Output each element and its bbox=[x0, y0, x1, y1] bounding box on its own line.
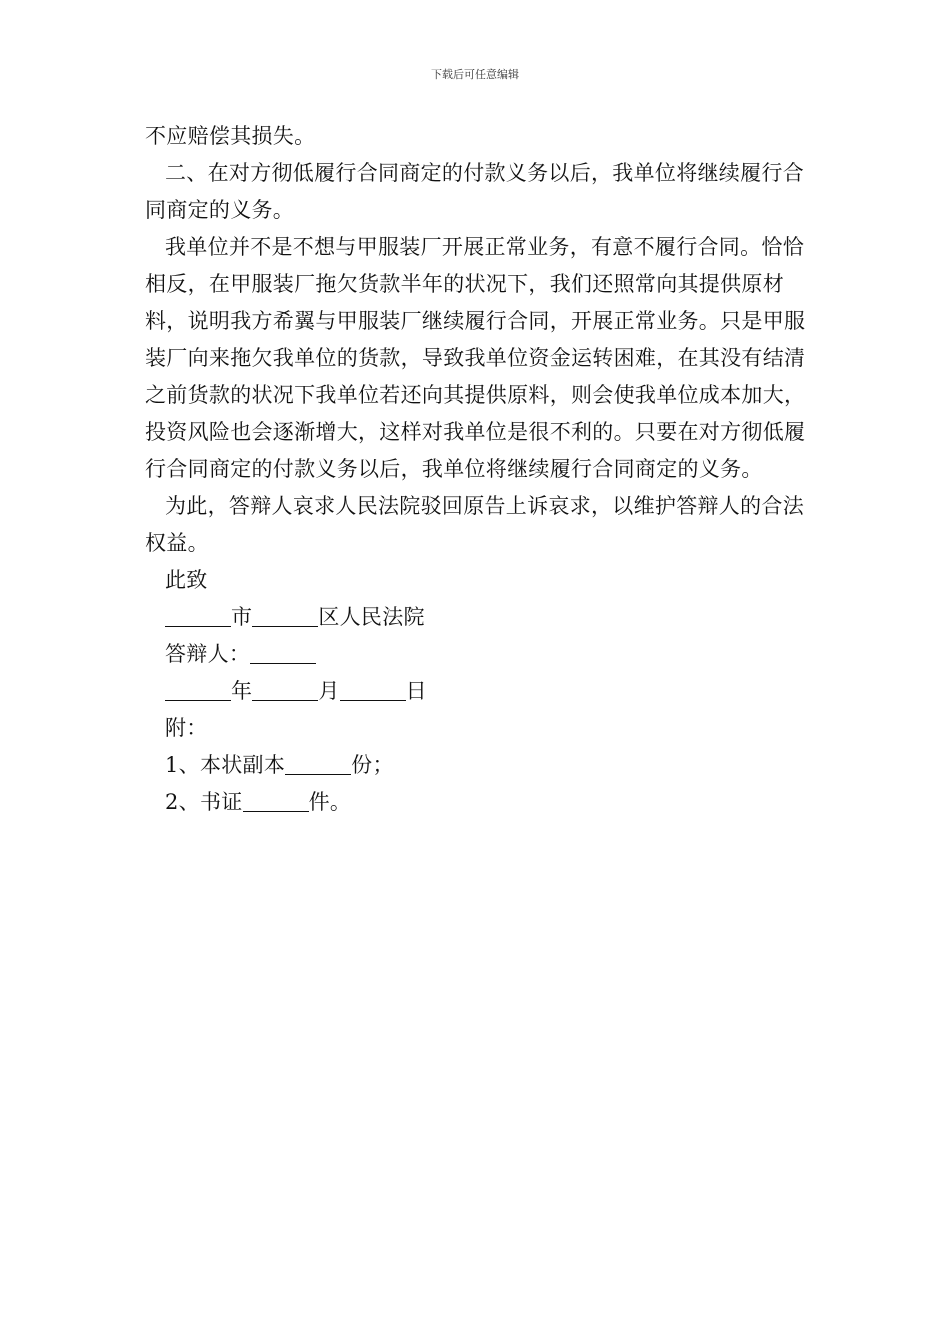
attachment-2-blank bbox=[243, 789, 309, 812]
attachment-heading bbox=[145, 710, 815, 747]
attachment-item-2 bbox=[145, 784, 815, 821]
salutation-text: 此致 bbox=[165, 568, 208, 592]
respondent-blank bbox=[250, 641, 316, 664]
attachment-1-prefix: 1、本状副本 bbox=[165, 753, 286, 777]
attachment-item-1 bbox=[145, 747, 815, 784]
district-blank bbox=[252, 604, 318, 627]
attachment-1-blank bbox=[285, 752, 351, 775]
month-label: 月 bbox=[318, 679, 340, 703]
paragraph-request: 为此，答辩人哀求人民法院驳回原告上诉哀求，以维护答辩人的合法权益。 bbox=[145, 494, 804, 555]
attachment-2-suffix: 件。 bbox=[308, 790, 352, 814]
paragraph-explanation: 我单位并不是不想与甲服装厂开展正常业务，有意不履行合同。恰恰相反，在甲服装厂拖欠货款半年的状况下，我们还照常向其提供原材料，说明我方希翼与甲服装厂继续履行合同，开展正常业务。只是甲服装厂向来拖欠我单位的货款，导致我单位资金运转困难，在其没有结清之前货款的状况下我单位若还向其提供原料，则会使我单位成本加大，投资风险也会逐渐增大，这样对我单位是很不利的。只要在对方彻低履行合同商定的付款义务以后，我单位将继续履行合同商定的义务。 bbox=[145, 235, 806, 481]
attachment-label: 附： bbox=[165, 716, 208, 740]
attachment-1-suffix: 份； bbox=[351, 753, 394, 777]
page-header: 下载后可任意编辑 bbox=[431, 68, 519, 81]
attachment-2-prefix: 2、书证 bbox=[165, 790, 243, 814]
court-line bbox=[145, 599, 815, 636]
document-body bbox=[145, 118, 815, 821]
year-blank bbox=[165, 678, 231, 701]
month-blank bbox=[252, 678, 318, 701]
district-court-label: 区人民法院 bbox=[318, 605, 425, 629]
day-label: 日 bbox=[405, 679, 427, 703]
paragraph-continuation: 不应赔偿其损失。 bbox=[145, 124, 316, 148]
date-line bbox=[145, 673, 815, 710]
year-label: 年 bbox=[231, 679, 253, 703]
city-blank bbox=[165, 604, 231, 627]
salutation-line bbox=[145, 562, 815, 599]
day-blank bbox=[340, 678, 406, 701]
respondent-label: 答辩人： bbox=[165, 642, 251, 666]
paragraph-point-two: 二、在对方彻低履行合同商定的付款义务以后，我单位将继续履行合同商定的义务。 bbox=[145, 161, 804, 222]
respondent-line bbox=[145, 636, 815, 673]
city-label: 市 bbox=[231, 605, 253, 629]
